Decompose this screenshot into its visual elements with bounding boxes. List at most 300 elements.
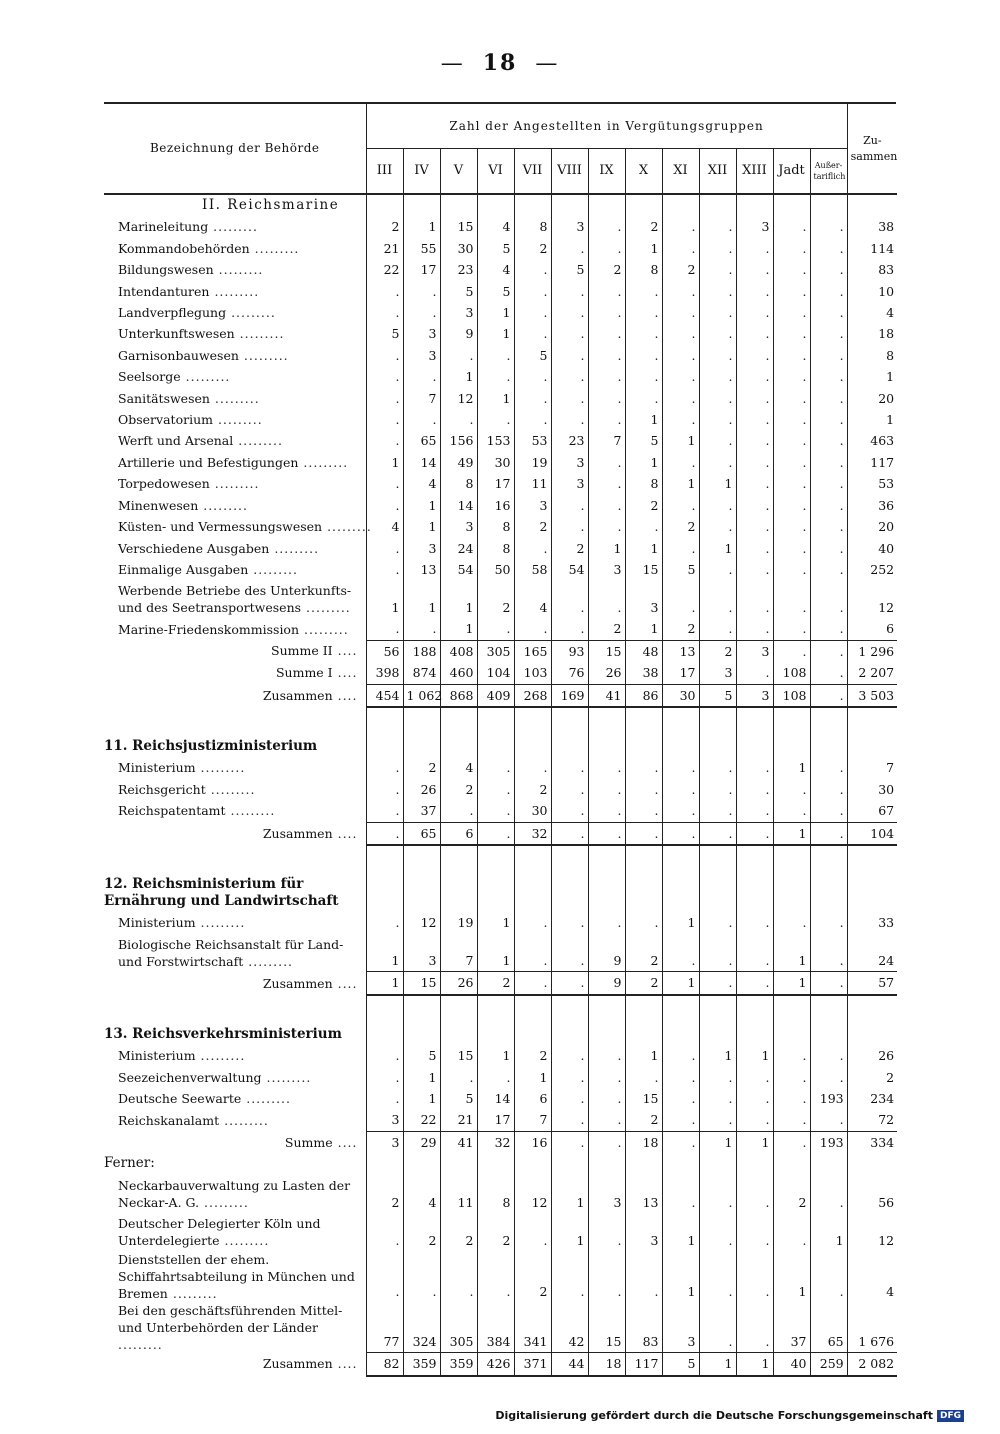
cell-jadt: .: [773, 779, 810, 800]
cell-vi: 16: [477, 495, 514, 516]
cell-xii: .: [699, 452, 736, 473]
cell-iv: 1: [403, 1067, 440, 1088]
cell-xi: .: [662, 779, 699, 800]
cell-iv: 4: [403, 1175, 440, 1213]
cell-au-er-tariflich: .: [810, 409, 847, 430]
table-row: [104, 538, 897, 559]
cell-v: 12: [440, 388, 477, 409]
cell-v: 54: [440, 559, 477, 580]
empty-cell: [736, 1024, 773, 1045]
cell-ix: .: [588, 409, 625, 430]
cell-ix: .: [588, 757, 625, 778]
cell-x: .: [625, 1251, 662, 1302]
cell-iv: 14: [403, 452, 440, 473]
spacer-cell: [477, 845, 514, 874]
cell-au-er-tariflich: .: [810, 345, 847, 366]
cell-xiii: .: [736, 972, 773, 995]
row-label: [104, 800, 366, 822]
cell-vii: 3: [514, 495, 551, 516]
row-label: [104, 1175, 366, 1213]
cell-v: 460: [440, 662, 477, 684]
table-header: [104, 104, 897, 194]
row-label: [104, 302, 366, 323]
cell-v: 1: [440, 580, 477, 618]
row-label: [104, 409, 366, 430]
empty-cell: [662, 736, 699, 757]
cell-au-er-tariflich: .: [810, 495, 847, 516]
cell-jadt: .: [773, 281, 810, 302]
cell-x: 18: [625, 1131, 662, 1153]
cell-iii: 454: [366, 684, 403, 707]
leader-dots: .........: [298, 454, 349, 470]
cell-xiii: .: [736, 516, 773, 537]
cell-iv: .: [403, 366, 440, 387]
empty-cell: [625, 736, 662, 757]
cell-vi: 153: [477, 430, 514, 451]
cell-v: 26: [440, 972, 477, 995]
row-label: [104, 388, 366, 409]
label-text: Küsten- und Vermessungswesen: [118, 519, 323, 535]
cell-xiii: .: [736, 757, 773, 778]
empty-cell: [847, 194, 897, 216]
cell-viii: .: [551, 1109, 588, 1131]
cell-ix: 7: [588, 430, 625, 451]
cell-v: 11: [440, 1175, 477, 1213]
cell-au-er-tariflich: .: [810, 757, 847, 778]
cell-iii: 1: [366, 972, 403, 995]
spacer-cell: [477, 707, 514, 736]
empty-cell: [551, 1153, 588, 1174]
empty-cell: [810, 194, 847, 216]
cell-x: 1: [625, 409, 662, 430]
cell-xii: .: [699, 800, 736, 822]
spacer-cell: [403, 995, 440, 1024]
cell-vii: 2: [514, 516, 551, 537]
empty-cell: [477, 736, 514, 757]
cell-iii: .: [366, 538, 403, 559]
spacer-cell: [514, 707, 551, 736]
cell-xii: .: [699, 1109, 736, 1131]
table-row: [104, 1251, 897, 1302]
cell-xii: .: [699, 430, 736, 451]
leader-dots: .........: [225, 803, 276, 819]
cell-vi: .: [477, 409, 514, 430]
cell-viii: 1: [551, 1213, 588, 1251]
cell-vii: 371: [514, 1353, 551, 1376]
empty-cell: [551, 736, 588, 757]
cell-viii: .: [551, 238, 588, 259]
cell-xiii: .: [736, 259, 773, 280]
row-label: [104, 452, 366, 473]
cell-vi: 384: [477, 1302, 514, 1353]
spacer-cell: [440, 845, 477, 874]
leader-dots: ....: [332, 1134, 358, 1150]
cell-jadt: .: [773, 1213, 810, 1251]
cell-ix: 15: [588, 640, 625, 662]
cell-iii: .: [366, 912, 403, 933]
cell-au-er-tariflich: 1: [810, 1213, 847, 1251]
cell-viii: 3: [551, 473, 588, 494]
label-text: Zusammen: [262, 1356, 333, 1372]
cell-viii: 54: [551, 559, 588, 580]
cell-xii: .: [699, 580, 736, 618]
spacer-cell: [810, 995, 847, 1024]
cell-iv: 17: [403, 259, 440, 280]
cell-total: 10: [847, 281, 897, 302]
cell-xi: .: [662, 933, 699, 972]
empty-cell: [847, 1024, 897, 1045]
cell-viii: .: [551, 495, 588, 516]
cell-x: 48: [625, 640, 662, 662]
cell-xii: .: [699, 1302, 736, 1353]
cell-v: 15: [440, 1045, 477, 1066]
spacer-cell: [551, 707, 588, 736]
cell-xii: .: [699, 912, 736, 933]
cell-au-er-tariflich: .: [810, 388, 847, 409]
row-label: [104, 1302, 366, 1353]
header-col-6: IX: [588, 149, 625, 195]
label-text: Dienststellen der ehem. Schiffahrtsabteilung in München und Bremen: [118, 1251, 355, 1301]
cell-viii: .: [551, 388, 588, 409]
cell-ix: .: [588, 238, 625, 259]
empty-cell: [773, 1024, 810, 1045]
empty-cell: [773, 736, 810, 757]
cell-xii: 1: [699, 1353, 736, 1376]
page-number: [0, 50, 1000, 76]
cell-xiii: 3: [736, 216, 773, 237]
label-text: Einmalige Ausgaben: [118, 561, 249, 577]
leader-dots: .........: [243, 953, 294, 969]
cell-xi: .: [662, 281, 699, 302]
cell-total: 20: [847, 516, 897, 537]
cell-iii: .: [366, 1045, 403, 1066]
cell-total: 24: [847, 933, 897, 972]
cell-v: 9: [440, 323, 477, 344]
section-row: [104, 194, 897, 216]
spacer-cell: [736, 995, 773, 1024]
cell-x: 86: [625, 684, 662, 707]
table-row: [104, 302, 897, 323]
cell-viii: 93: [551, 640, 588, 662]
cell-jadt: 2: [773, 1175, 810, 1213]
cell-iii: .: [366, 618, 403, 640]
cell-iv: 1: [403, 1088, 440, 1109]
cell-vii: 8: [514, 216, 551, 237]
cell-xii: 1: [699, 538, 736, 559]
label-text: Bildungswesen: [118, 262, 214, 278]
cell-vi: 5: [477, 238, 514, 259]
cell-ix: .: [588, 473, 625, 494]
empty-cell: [662, 194, 699, 216]
cell-vii: 30: [514, 800, 551, 822]
table-body: [104, 194, 897, 1376]
label-text: Deutsche Seewarte: [118, 1091, 242, 1106]
cell-iv: 29: [403, 1131, 440, 1153]
leader-dots: .........: [219, 1232, 270, 1248]
cell-ix: 3: [588, 559, 625, 580]
row-label: [104, 1088, 366, 1109]
cell-xiii: .: [736, 473, 773, 494]
cell-xii: .: [699, 972, 736, 995]
row-label: [104, 259, 366, 280]
cell-v: 23: [440, 259, 477, 280]
cell-xi: .: [662, 345, 699, 366]
cell-iv: 1: [403, 516, 440, 537]
table-row: [104, 779, 897, 800]
table-row: [104, 216, 897, 237]
cell-vii: .: [514, 757, 551, 778]
cell-x: 5: [625, 430, 662, 451]
empty-cell: [403, 874, 440, 912]
cell-xiii: .: [736, 1251, 773, 1302]
cell-vii: 5: [514, 345, 551, 366]
empty-cell: [366, 736, 403, 757]
cell-xi: .: [662, 1109, 699, 1131]
cell-v: 408: [440, 640, 477, 662]
cell-xiii: .: [736, 323, 773, 344]
cell-iii: .: [366, 779, 403, 800]
cell-iv: 2: [403, 757, 440, 778]
cell-xi: .: [662, 1131, 699, 1153]
table-row: [104, 912, 897, 933]
spacer-cell: [366, 995, 403, 1024]
empty-cell: [514, 194, 551, 216]
cell-xii: .: [699, 933, 736, 972]
table-row: [104, 1088, 897, 1109]
cell-vi: 104: [477, 662, 514, 684]
cell-iv: 12: [403, 912, 440, 933]
cell-ix: 26: [588, 662, 625, 684]
cell-ix: .: [588, 912, 625, 933]
leader-dots: .........: [301, 600, 351, 616]
cell-v: 30: [440, 238, 477, 259]
cell-jadt: .: [773, 430, 810, 451]
cell-au-er-tariflich: .: [810, 516, 847, 537]
cell-au-er-tariflich: .: [810, 822, 847, 845]
header-col-0: III: [366, 149, 403, 195]
cell-jadt: .: [773, 259, 810, 280]
cell-total: 234: [847, 1088, 897, 1109]
row-label: [104, 366, 366, 387]
cell-x: .: [625, 302, 662, 323]
cell-viii: 76: [551, 662, 588, 684]
cell-ix: 1: [588, 538, 625, 559]
cell-viii: .: [551, 1131, 588, 1153]
cell-viii: .: [551, 366, 588, 387]
cell-jadt: .: [773, 618, 810, 640]
row-label: [104, 538, 366, 559]
spacer-cell: [477, 995, 514, 1024]
cell-iv: 188: [403, 640, 440, 662]
leader-dots: .........: [241, 1091, 291, 1106]
label-text: Ministerium: [118, 914, 196, 930]
empty-cell: [440, 1153, 477, 1174]
cell-total: 33: [847, 912, 897, 933]
empty-cell: [477, 874, 514, 912]
header-col-9: XII: [699, 149, 736, 195]
leader-dots: .........: [208, 219, 258, 235]
cell-jadt: 37: [773, 1302, 810, 1353]
cell-iii: 22: [366, 259, 403, 280]
cell-vii: 165: [514, 640, 551, 662]
cell-x: 3: [625, 580, 662, 618]
cell-iii: 3: [366, 1109, 403, 1131]
cell-jadt: .: [773, 495, 810, 516]
cell-xii: .: [699, 559, 736, 580]
cell-xiii: .: [736, 281, 773, 302]
cell-vi: .: [477, 779, 514, 800]
cell-xi: 13: [662, 640, 699, 662]
cell-xii: .: [699, 366, 736, 387]
spacer-cell: [366, 845, 403, 874]
cell-total: 4: [847, 302, 897, 323]
cell-vi: 32: [477, 1131, 514, 1153]
leader-dots: .........: [226, 305, 276, 321]
label-text: Neckarbauverwaltung zu Lasten der Neckar-A. G.: [118, 1177, 351, 1210]
cell-jadt: .: [773, 580, 810, 618]
cell-ix: 2: [588, 259, 625, 280]
cell-v: 8: [440, 473, 477, 494]
row-label: [104, 281, 366, 302]
table-row: [104, 516, 897, 537]
cell-xiii: 1: [736, 1045, 773, 1066]
empty-cell: [699, 1024, 736, 1045]
cell-vi: .: [477, 345, 514, 366]
cell-xi: .: [662, 1175, 699, 1213]
cell-iv: 1: [403, 495, 440, 516]
empty-cell: [810, 874, 847, 912]
cell-ix: .: [588, 281, 625, 302]
empty-cell: [736, 1153, 773, 1174]
cell-vi: 14: [477, 1088, 514, 1109]
summary-label: [104, 640, 366, 662]
cell-iii: .: [366, 473, 403, 494]
cell-x: 2: [625, 1109, 662, 1131]
cell-total: 18: [847, 323, 897, 344]
empty-cell: [736, 874, 773, 912]
cell-v: 4: [440, 757, 477, 778]
cell-jadt: .: [773, 409, 810, 430]
cell-xii: .: [699, 1175, 736, 1213]
leader-dots: .........: [234, 326, 285, 342]
cell-xiii: .: [736, 912, 773, 933]
cell-xi: 17: [662, 662, 699, 684]
cell-vii: 19: [514, 452, 551, 473]
cell-ix: 9: [588, 933, 625, 972]
label-text: Zusammen: [262, 975, 333, 991]
leader-dots: .........: [195, 914, 246, 930]
empty-cell: [366, 194, 403, 216]
label-text: Summe II: [271, 643, 333, 659]
leader-dots: ....: [332, 975, 358, 991]
cell-jadt: .: [773, 1045, 810, 1066]
section-title: 12. Reichsministerium für Ernährung und Landwirtschaft: [104, 875, 339, 909]
section-title: II. Reichsmarine: [202, 197, 340, 213]
header-col-8: XI: [662, 149, 699, 195]
table-row: [104, 618, 897, 640]
cell-vii: 58: [514, 559, 551, 580]
cell-xiii: .: [736, 345, 773, 366]
cell-iv: 359: [403, 1353, 440, 1376]
cell-ix: .: [588, 495, 625, 516]
label-text: Marine-Friedenskommission: [118, 621, 300, 637]
cell-x: .: [625, 366, 662, 387]
cell-total: 1 676: [847, 1302, 897, 1353]
cell-xii: .: [699, 1067, 736, 1088]
cell-xii: .: [699, 822, 736, 845]
empty-cell: [514, 736, 551, 757]
cell-vii: 12: [514, 1175, 551, 1213]
cell-xi: 3: [662, 1302, 699, 1353]
cell-vii: .: [514, 323, 551, 344]
summary-row: [104, 684, 897, 707]
row-label: [104, 495, 366, 516]
cell-jadt: .: [773, 388, 810, 409]
cell-x: 8: [625, 473, 662, 494]
leader-dots: .........: [261, 1069, 312, 1085]
row-label: [104, 1109, 366, 1131]
leader-dots: .........: [322, 519, 372, 535]
row-label: [104, 238, 366, 259]
label-text: Reichspatentamt: [118, 803, 226, 819]
cell-vii: 6: [514, 1088, 551, 1109]
cell-xii: 5: [699, 684, 736, 707]
cell-iv: 1: [403, 216, 440, 237]
empty-cell: [477, 194, 514, 216]
cell-iii: .: [366, 495, 403, 516]
cell-vi: 8: [477, 516, 514, 537]
cell-v: .: [440, 1251, 477, 1302]
cell-xi: .: [662, 238, 699, 259]
cell-jadt: .: [773, 1088, 810, 1109]
cell-xiii: .: [736, 822, 773, 845]
label-text: Deutscher Delegierter Köln und Unterdelegierte: [118, 1215, 321, 1248]
cell-xiii: .: [736, 538, 773, 559]
leader-dots: .........: [195, 760, 246, 776]
cell-total: 53: [847, 473, 897, 494]
table-row: [104, 1213, 897, 1251]
cell-total: 2: [847, 1067, 897, 1088]
cell-iii: .: [366, 366, 403, 387]
empty-cell: [847, 1153, 897, 1174]
cell-vi: 4: [477, 216, 514, 237]
cell-vii: 1: [514, 1067, 551, 1088]
cell-vii: 2: [514, 779, 551, 800]
cell-iii: 2: [366, 216, 403, 237]
page-dash-right: —: [535, 51, 560, 76]
cell-jadt: .: [773, 912, 810, 933]
empty-cell: [588, 1153, 625, 1174]
cell-iii: 82: [366, 1353, 403, 1376]
cell-iv: .: [403, 1251, 440, 1302]
cell-iii: .: [366, 757, 403, 778]
cell-v: 2: [440, 1213, 477, 1251]
empty-cell: [514, 874, 551, 912]
empty-cell: [773, 874, 810, 912]
header-col-11: Jadt: [773, 149, 810, 195]
cell-xi: 2: [662, 259, 699, 280]
spacer-cell: [403, 707, 440, 736]
empty-cell: [625, 1024, 662, 1045]
cell-xii: .: [699, 238, 736, 259]
cell-iv: 3: [403, 933, 440, 972]
empty-cell: [662, 1024, 699, 1045]
cell-x: 2: [625, 933, 662, 972]
cell-ix: .: [588, 345, 625, 366]
cell-iii: 3: [366, 1131, 403, 1153]
table-row: [104, 1302, 897, 1353]
cell-iv: 26: [403, 779, 440, 800]
